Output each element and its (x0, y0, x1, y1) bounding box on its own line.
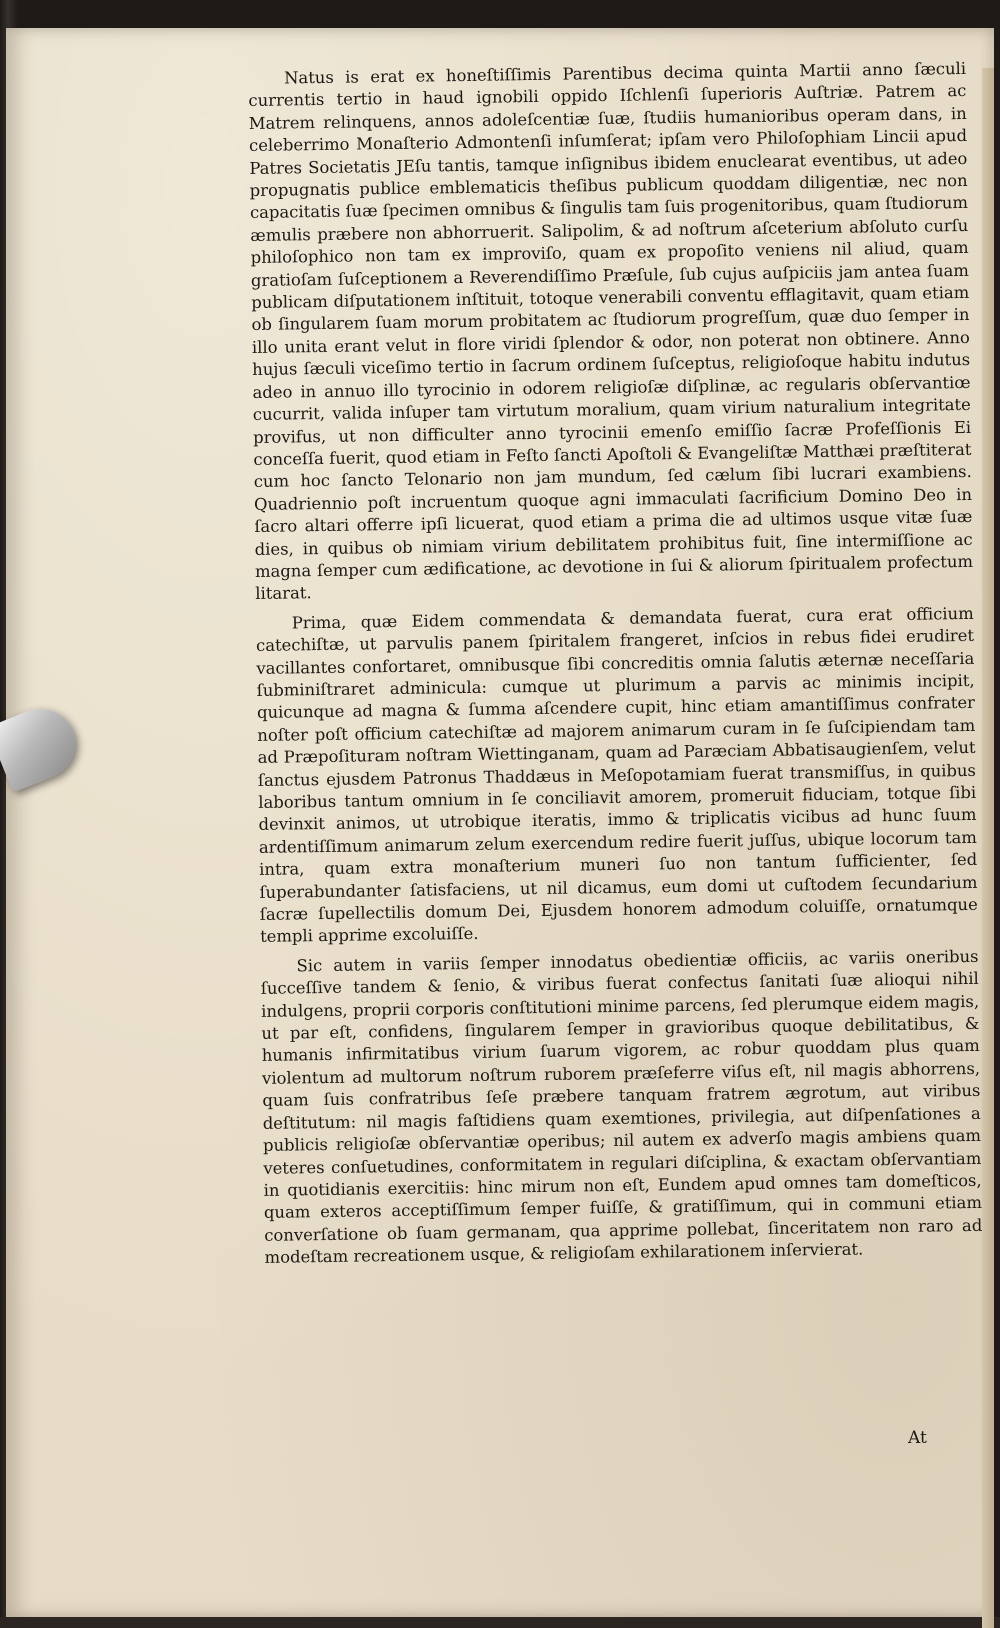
paragraph-3: Sic autem in variis ſemper innodatus obedientiæ officiis, ac variis oneribus ſucceſſive tandem & ſenio, & viribus fuerat confectus ſanitati ſuæ alioqui nihil indulgens, proprii corporis conſtitutioni minime parcens, ſed plerumque eidem magis, ut par eſt, confidens, ſingularem ſemper in gravioribus quoque debilitatibus, & humanis infirmitatibus virium ſuarum vigorem, ac robur quoddam plus quam violentum ad multorum noſtrum ruborem præſeferre viſus eſt, nil magis abhorrens, quam ſuis confratribus ſeſe præbere tanquam fratrem ægrotum, aut viribus deſtitutum: nil magis faſtidiens quam exemtiones, privilegia, aut diſpenſationes a publicis religioſæ obſervantiæ operibus; nil autem ex adverſo magis ambiens quam veteres conſuetudines, conformitatem in regulari diſciplina, & exactam obſervantiam in quotidianis exercitiis: hinc mirum non eſt, Eundem apud omnes tam domeſticos, quam exteros acceptiſſimum ſemper fuiſſe, & gratiſſimum, qui in communi etiam converſatione ob ſuam germanam, qua apprime pollebat, ſinceritatem non raro ad modeſtam recreationem usque, & religioſam exhilarationem inſervierat. (260, 946, 983, 1268)
paragraph-1: Natus is erat ex honeſtiſſimis Parentibus decima quinta Martii anno ſæculi currentis tertio in haud ignobili oppido Iſchlenſi ſuperioris Auſtriæ. Patrem ac Matrem relinquens, annos adoleſcentiæ ſuæ, ſtudiis humanioribus operam dans, in celeberrimo Monaſterio Admontenſi inſumſerat; ipſam vero Philoſophiam Lincii apud Patres Societatis JEſu tantis, tamque inſignibus ibidem enuclearat eventibus, ut adeo propugnatis publice emblematicis theſibus publicum quoddam diligentiæ, nec non capacitatis ſuæ ſpecimen omnibus & ſingulis tam ſuis progenitoribus, quam ſtudiorum æmulis præbere non abhorruerit. Salipolim, & ad noſtrum aſceterium abſoluto curſu philoſophico non tam ex improviſo, quam ex propoſito veniens nil aliud, quam gratioſam ſuſceptionem a Reverendiſſimo Præſule, ſub cujus auſpiciis jam antea ſuam publicam diſputationem inſtituit, totoque venerabili conventu efflagitavit, quam etiam ob ſingularem ſuam morum probitatem ac ſtudiorum progreſſum, quæ duo ſemper in illo unita erant velut in flore viridi ſplendor & odor, non poterat non obtinere. Anno hujus ſæculi viceſimo tertio in ſacrum ordinem ſuſceptus, religioſoque habitu indutus adeo in annuo illo tyrocinio in odorem religioſæ diſplinæ, ac regularis obſervantiœ cucurrit, valida inſuper tam virtutum moralium, quam virium naturalium integritate provifus, ut non difficulter anno tyrocinii emenſo emiſſio ſacræ Profeſſionis Ei conceſſa fuerit, quod etiam in Feſto ſancti Apoſtoli & Evangeliſtæ Matthæi præſtiterat cum hoc ſancto Telonario non jam mundum, ſed cælum ſibi lucrari exambiens. Quadriennio poſt incruentum quoque agni immaculati ſacrificium Domino Deo in ſacro altari offerre ipſi licuerat, quod etiam a prima die ad ultimos usque vitæ ſuæ dies, in quibus ob nimiam virium debilitatem prohibitus fuit, ſine intermiſſione ac magna ſemper cum ædificatione, ac devotione in ſui & aliorum ſpiritualem profectum litarat. (248, 58, 974, 604)
paragraph-2: Prima, quæ Eidem commendata & demandata fuerat, cura erat officium catechiſtæ, ut parvulis panem ſpiritalem frangeret, inſcios in rebus fidei erudiret vacillantes confortaret, omnibusque ſibi concreditis omnia ſalutis æternæ neceſſaria ſubminiſtraret adminicula: cumque ut plurimum a parvis ac minimis incipit, quicunque ad magna & ſumma aſcendere cupit, hinc etiam amantiſſimus confrater noſter poſt officium catechiſtæ ad majorem animarum curam in ſe ſuſcipiendam tam ad Præpoſituram noſtram Wiettinganam, quam ad Paræciam Abbatisaugienſem, velut ſanctus ejusdem Patronus Thaddæus in Meſopotamiam fuerat transmiſſus, in quibus laboribus tantum omnium in ſe conciliavit amorem, promeruit fiduciam, totque ſibi devinxit animos, ut utrobique iteratis, immo & triplicatis vicibus ad hunc ſuum ardentiſſimum animarum zelum exercendum redire fuerit juſſus, ubique locorum tam intra, quam extra monaſterium muneri ſuo non tantum ſufficienter, ſed ſuperabundanter ſatisfaciens, ut nil dicamus, eum domi ut cuſtodem ſecundarium ſacræ ſupellectilis domum Dei, Ejusdem honorem admodum coluiſſe, ornatumque templi apprime excoluiſſe. (255, 603, 978, 947)
body-text (248, 58, 983, 1269)
catchword: At (908, 1428, 927, 1448)
page-edge (982, 68, 994, 1628)
